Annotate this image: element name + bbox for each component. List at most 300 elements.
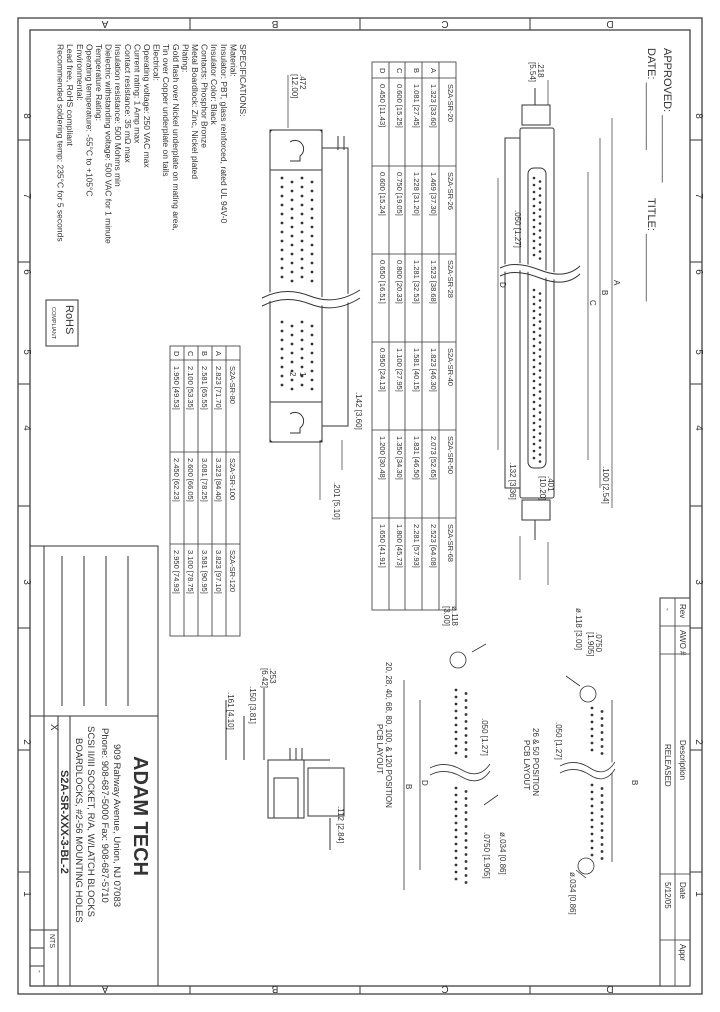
tail-pin <box>311 343 314 346</box>
contact-pin <box>533 233 536 236</box>
tail-pin <box>291 271 294 274</box>
tail-pin <box>291 325 294 328</box>
zone-letter-bottom: C <box>441 983 449 994</box>
tail-pin <box>301 186 304 189</box>
tail-pin <box>281 357 284 360</box>
front-view-dimension-lines <box>498 80 612 585</box>
pcb-hole <box>465 825 468 828</box>
tail-pin <box>311 244 314 247</box>
tail-pin <box>301 213 304 216</box>
date-header: Date <box>678 882 687 899</box>
table1-cell: A <box>429 68 438 74</box>
pcb-hole <box>591 833 594 836</box>
pcb-hole <box>465 811 468 814</box>
tail-pin <box>311 352 314 355</box>
tail-pin <box>311 361 314 364</box>
svg-text:8: 8 <box>693 113 704 119</box>
pcb-hole <box>455 822 458 825</box>
approval-header <box>645 48 673 302</box>
contact-pin <box>539 306 542 309</box>
tail-pin <box>311 370 314 373</box>
tail-pin <box>311 325 314 328</box>
tail-pin <box>281 366 284 369</box>
approved-label: APPROVED: ___________ <box>661 48 673 183</box>
top-view-pins <box>281 177 314 391</box>
pcb2-caption-1: 20, 28, 40, 68, 80, 100, & 120 POSITION <box>384 662 393 808</box>
svg-text:4: 4 <box>693 425 704 431</box>
table1-cell: 1.281 [32.53] <box>412 260 421 304</box>
table2-cell: 3.323 [84.40] <box>214 458 223 502</box>
contact-pin <box>539 362 542 365</box>
contact-pin <box>539 215 542 218</box>
spec-line: Contacts: Phosphor Bronze <box>199 44 210 148</box>
pcb-hole <box>465 797 468 800</box>
table1-cell: 0.800 [20.33] <box>395 260 404 304</box>
contact-pin <box>533 331 536 334</box>
table1-cell: 1.831 [46.50] <box>412 436 421 480</box>
table1-cell: 0.600 [15.24] <box>378 172 387 216</box>
pcb-hole <box>591 749 594 752</box>
pcb-hole <box>601 731 604 734</box>
tail-pin <box>291 226 294 229</box>
spec-line: Material: <box>228 44 239 77</box>
pcb-hole <box>455 689 458 692</box>
contact-pin <box>539 355 542 358</box>
svg-text:2: 2 <box>693 739 704 745</box>
pcb1-pitch: .0750 <box>594 632 603 653</box>
spec-line: Metal Boardlock: Zinc, Nickel plated <box>190 44 200 180</box>
svg-text:7: 7 <box>21 193 32 199</box>
pin-label-1: 1 <box>298 372 307 377</box>
contact-pin <box>539 446 542 449</box>
tail-pin <box>281 348 284 351</box>
tail-pin <box>281 213 284 216</box>
tail-pin <box>281 330 284 333</box>
contact-pin <box>539 411 542 414</box>
pcb-hole <box>601 710 604 713</box>
rev-label: - <box>35 970 44 973</box>
scale-label: NTS <box>48 934 55 948</box>
table1-cell: 0.650 [16.51] <box>378 260 387 304</box>
pcb-hole <box>455 752 458 755</box>
dim-100: .100 [2.54] <box>601 466 610 504</box>
contact-pin <box>539 383 542 386</box>
contact-pin <box>539 222 542 225</box>
contact-pin <box>533 296 536 299</box>
tail-pin <box>281 204 284 207</box>
pcb-hole <box>591 714 594 717</box>
contact-pin <box>533 226 536 229</box>
contact-pin <box>539 341 542 344</box>
table1-cell: 1.523 [38.68] <box>429 260 438 304</box>
tail-pin <box>291 235 294 238</box>
tail-pin <box>311 217 314 220</box>
tail-pin <box>311 226 314 229</box>
pcb-hole <box>601 829 604 832</box>
contact-pin <box>533 324 536 327</box>
pcb1-letter: B <box>630 780 639 786</box>
rohs-text: RoHS <box>63 305 75 335</box>
contact-pin <box>539 187 542 190</box>
contact-pin <box>539 334 542 337</box>
pcb-hole <box>591 854 594 857</box>
letter-b: B <box>600 290 609 296</box>
contact-pin <box>533 387 536 390</box>
tail-pin <box>291 334 294 337</box>
pcb-hole <box>455 787 458 790</box>
pcb-layout-multi-holes <box>455 689 468 884</box>
tail-pin <box>291 343 294 346</box>
table1-cell: 0.950 [24.13] <box>378 348 387 392</box>
pcb-hole <box>601 787 604 790</box>
contact-pin <box>539 432 542 435</box>
pcb2-pitch-2: .0750 [1.905] <box>482 832 491 879</box>
pcb-hole <box>465 734 468 737</box>
table1-header: S2A-SR-40 <box>446 348 455 386</box>
contact-pin <box>539 201 542 204</box>
pcb2-hole: ø.118 <box>450 606 459 626</box>
pcb-hole <box>591 742 594 745</box>
dim-218-mm: [5.54] <box>528 62 537 83</box>
contact-pin <box>539 257 542 260</box>
zone-letter-bottom: A <box>101 983 109 994</box>
company-phone: Phone: 908-687-5000 Fax: 908-687-5710 <box>99 728 110 903</box>
tail-pin <box>301 258 304 261</box>
tail-pin <box>291 199 294 202</box>
table2-header: S2A-SR-80 <box>228 366 237 404</box>
description-line-1: SCSI II/III SOCKET, R/A, W/LATCH BLOCKS <box>85 726 96 917</box>
pcb-hole <box>465 853 468 856</box>
rohs-compliant-text: COMPLIANT <box>50 307 56 340</box>
pcb2-letter-d: D <box>420 780 429 786</box>
tail-pin <box>291 352 294 355</box>
table1-cell: 2.073 [52.65] <box>429 436 438 480</box>
contact-pin <box>533 191 536 194</box>
pcb2-letter-b: B <box>404 784 413 790</box>
contact-pin <box>539 460 542 463</box>
table2-cell: 2.950 [74.93] <box>172 550 181 594</box>
table2-cell: 2.600 [66.05] <box>186 458 195 502</box>
dim-401: .401 <box>546 476 555 492</box>
pcb-hole <box>455 843 458 846</box>
pcb-hole <box>455 808 458 811</box>
contact-pin <box>539 320 542 323</box>
rohs-badge <box>46 300 78 346</box>
contact-pin <box>533 352 536 355</box>
pcb-hole <box>601 724 604 727</box>
tail-pin <box>311 271 314 274</box>
pcb-hole <box>601 843 604 846</box>
spec-line: Environmental: <box>74 44 85 101</box>
table1-cell: 1.081 [27.45] <box>412 84 421 128</box>
contact-pin <box>533 254 536 257</box>
table1-cell: 0.750 [19.05] <box>395 172 404 216</box>
svg-text:7: 7 <box>693 193 704 199</box>
contact-pin <box>533 366 536 369</box>
contact-pin <box>539 369 542 372</box>
contact-pin <box>533 422 536 425</box>
pcb-hole <box>455 724 458 727</box>
table2-header: S2A-SR-100 <box>228 458 237 501</box>
zone-letter-bottom: B <box>271 983 279 994</box>
contact-pin <box>539 292 542 295</box>
pcb-hole <box>455 850 458 853</box>
tail-pin <box>301 177 304 180</box>
dim-253: .253 <box>268 668 277 684</box>
pcb-hole <box>601 857 604 860</box>
table1-cell: 1.200 [30.48] <box>378 436 387 480</box>
pcb-hole <box>465 699 468 702</box>
table2-cell: D <box>172 351 181 357</box>
table1-header: S2A-SR-28 <box>446 260 455 298</box>
rev-header: Rev <box>678 604 687 619</box>
zone-letter-top: B <box>271 18 279 29</box>
contact-pin <box>539 376 542 379</box>
tail-pin <box>311 208 314 211</box>
table2-cell: 2.581 [65.55] <box>200 366 209 410</box>
tail-pin <box>311 334 314 337</box>
dim-472-mm: [12.00] <box>290 74 299 99</box>
spec-line: Recommended soldering temp: 235°C for 5 seconds <box>55 44 66 242</box>
contact-pin <box>539 313 542 316</box>
tail-pin <box>281 240 284 243</box>
contact-pin <box>539 418 542 421</box>
tail-pin <box>291 181 294 184</box>
spec-line: Tin over Copper underplate on tails <box>161 44 172 177</box>
pcb-hole <box>591 791 594 794</box>
pcb-hole <box>601 745 604 748</box>
spec-line: Lead free, RoHS compliant <box>65 44 76 147</box>
contact-pin <box>533 457 536 460</box>
pcb1-caption-1: 26 & 50 POSITION <box>531 728 540 797</box>
tail-pin <box>291 217 294 220</box>
pcb-hole <box>601 738 604 741</box>
tail-pin <box>301 357 304 360</box>
tail-pin <box>301 339 304 342</box>
tail-pin <box>311 388 314 391</box>
pcb-hole <box>465 741 468 744</box>
contact-pin <box>539 439 542 442</box>
table2-cell: 3.823 [97.10] <box>214 550 223 594</box>
dim-150: .150 [3.81] <box>248 686 257 724</box>
contact-pin <box>533 212 536 215</box>
svg-text:6: 6 <box>21 269 32 275</box>
side-view-connector <box>226 688 344 850</box>
pcb-hole <box>455 801 458 804</box>
svg-text:5: 5 <box>693 349 704 355</box>
tail-pin <box>311 199 314 202</box>
letter-a: A <box>612 280 621 286</box>
table2-cell: 2.823 [71.70] <box>214 366 223 410</box>
svg-text:3: 3 <box>693 579 704 585</box>
pcb2-hole-mm: [3.00] <box>442 606 451 627</box>
pcb-hole <box>455 878 458 881</box>
tail-pin <box>281 177 284 180</box>
contact-pin <box>533 408 536 411</box>
pcb2-hole-2: ø.034 [0.86] <box>498 832 507 875</box>
svg-text:1: 1 <box>21 891 32 897</box>
pcb-hole <box>455 731 458 734</box>
dim-218: .218 <box>536 62 545 78</box>
contact-pin <box>533 289 536 292</box>
tail-pin <box>311 280 314 283</box>
pcb-hole <box>455 696 458 699</box>
tail-pin <box>301 204 304 207</box>
tail-pin <box>281 186 284 189</box>
tail-pin <box>301 240 304 243</box>
contact-pin <box>533 373 536 376</box>
contact-pin <box>533 429 536 432</box>
contact-pin <box>533 338 536 341</box>
table2-cell: 2.100 [53.35] <box>186 366 195 410</box>
tail-pin <box>281 267 284 270</box>
contact-pin <box>533 240 536 243</box>
pcb-hole <box>601 822 604 825</box>
tail-pin <box>291 208 294 211</box>
letter-d: D <box>498 282 507 288</box>
contact-pin <box>539 194 542 197</box>
pcb-hole <box>465 860 468 863</box>
svg-text:1: 1 <box>693 891 704 897</box>
contact-pin <box>539 250 542 253</box>
contact-pin <box>533 359 536 362</box>
spec-line: SPECIFICATIONS: <box>238 44 248 117</box>
table2-cell: A <box>214 351 223 357</box>
contact-pin <box>533 219 536 222</box>
spec-line: Insulator Color: Black <box>209 44 220 125</box>
table1-cell: 1.323 [33.60] <box>429 84 438 128</box>
contact-pin <box>539 404 542 407</box>
table2-header: S2A-SR-120 <box>228 550 237 593</box>
tail-pin <box>281 321 284 324</box>
tail-pin <box>311 235 314 238</box>
contact-pin <box>533 394 536 397</box>
spec-line: Operating voltage: 250 VAC max <box>142 44 152 168</box>
pcb-hole <box>465 874 468 877</box>
spec-line: Temperature Rating: <box>94 44 104 122</box>
zone-numbers <box>21 113 704 897</box>
contact-pin <box>533 415 536 418</box>
description-value: RELEASED <box>663 744 672 787</box>
pcb-hole <box>465 881 468 884</box>
spec-line: Electrical: <box>151 44 162 81</box>
title-label: TITLE: ___________ <box>645 198 657 302</box>
pcb-hole <box>591 840 594 843</box>
contact-pin <box>533 380 536 383</box>
pcb-hole <box>465 713 468 716</box>
table1-cell: 2.281 [57.93] <box>412 524 421 568</box>
pcb-hole <box>591 819 594 822</box>
pin-label-2: 2 <box>288 372 297 377</box>
table1-cell: 1.823 [46.30] <box>429 348 438 392</box>
tail-pin <box>301 348 304 351</box>
pcb-hole <box>591 812 594 815</box>
tail-pin <box>301 267 304 270</box>
pcb-hole <box>601 752 604 755</box>
svg-text:8: 8 <box>21 113 32 119</box>
tail-pin <box>301 384 304 387</box>
tail-pin <box>301 222 304 225</box>
awo-header: AWO # <box>678 630 687 656</box>
pcb1-pitch-2: .050 [1.27] <box>554 722 563 760</box>
tail-pin <box>291 190 294 193</box>
pcb-hole <box>455 738 458 741</box>
dim-pitch: .050 [1.27] <box>513 210 522 248</box>
tail-pin <box>291 361 294 364</box>
contact-pin <box>533 184 536 187</box>
dimension-table-2-text <box>172 351 237 594</box>
top-view-dimension-lines <box>288 75 342 500</box>
tail-pin <box>301 231 304 234</box>
pcb-hole <box>455 864 458 867</box>
tail-pin <box>301 276 304 279</box>
pcb1-caption-2: PCB LAYOUT <box>522 740 531 791</box>
pcb-hole <box>591 784 594 787</box>
contact-pin <box>539 180 542 183</box>
pcb-hole <box>455 717 458 720</box>
pcb1-hole: ø.118 [3.00] <box>574 608 583 651</box>
zone-letter-top: A <box>101 18 109 29</box>
svg-text:4: 4 <box>21 425 32 431</box>
pcb-hole <box>465 755 468 758</box>
table2-cell: 1.950 [49.53] <box>172 366 181 410</box>
contact-pin <box>539 425 542 428</box>
date-label: DATE: ___________ <box>645 48 657 150</box>
pcb-hole <box>465 790 468 793</box>
pcb-hole <box>465 804 468 807</box>
pcb-hole <box>591 728 594 731</box>
table1-header: S2A-SR-68 <box>446 524 455 562</box>
contact-pin <box>533 436 536 439</box>
table2-cell: 3.081 [78.25] <box>200 458 209 502</box>
zone-letter-top: D <box>606 18 614 29</box>
table1-cell: 1.650 [41.91] <box>378 524 387 568</box>
spec-line: Current rating: 1 Amp max <box>132 44 143 144</box>
tail-pin <box>281 276 284 279</box>
contact-pin <box>539 229 542 232</box>
tail-pin <box>281 258 284 261</box>
pcb1-hole-2: ø.034 [0.86] <box>568 872 577 915</box>
pcb-hole <box>601 815 604 818</box>
spec-line: Operating temperature: -55°C to +105°C <box>84 44 95 197</box>
inner-border <box>30 30 690 986</box>
dim-112: .112 [2.84] <box>336 806 345 844</box>
contact-pin <box>533 317 536 320</box>
tail-pin <box>281 231 284 234</box>
pcb-hole <box>601 808 604 811</box>
contact-pin <box>533 345 536 348</box>
pcb-hole <box>455 794 458 797</box>
pcb-hole <box>465 727 468 730</box>
table1-cell: 2.523 [64.08] <box>429 524 438 568</box>
contact-pin <box>533 177 536 180</box>
table1-cell: D <box>378 68 387 74</box>
spec-line: Dielectric withstanding voltage: 500 VAC for 1 minute <box>103 44 114 244</box>
dim-472: .472 <box>298 74 307 90</box>
pcb-hole <box>455 871 458 874</box>
contact-pin <box>533 450 536 453</box>
dim-253-mm: [6.42] <box>260 668 269 689</box>
tail-pin <box>291 280 294 283</box>
pcb-hole <box>455 829 458 832</box>
tail-pin <box>301 249 304 252</box>
tail-pin <box>291 253 294 256</box>
svg-text:3: 3 <box>21 579 32 585</box>
table1-cell: 0.600 [15.25] <box>395 84 404 128</box>
pcb-hole <box>465 832 468 835</box>
title-block-text <box>35 724 151 973</box>
pcb-hole <box>465 818 468 821</box>
